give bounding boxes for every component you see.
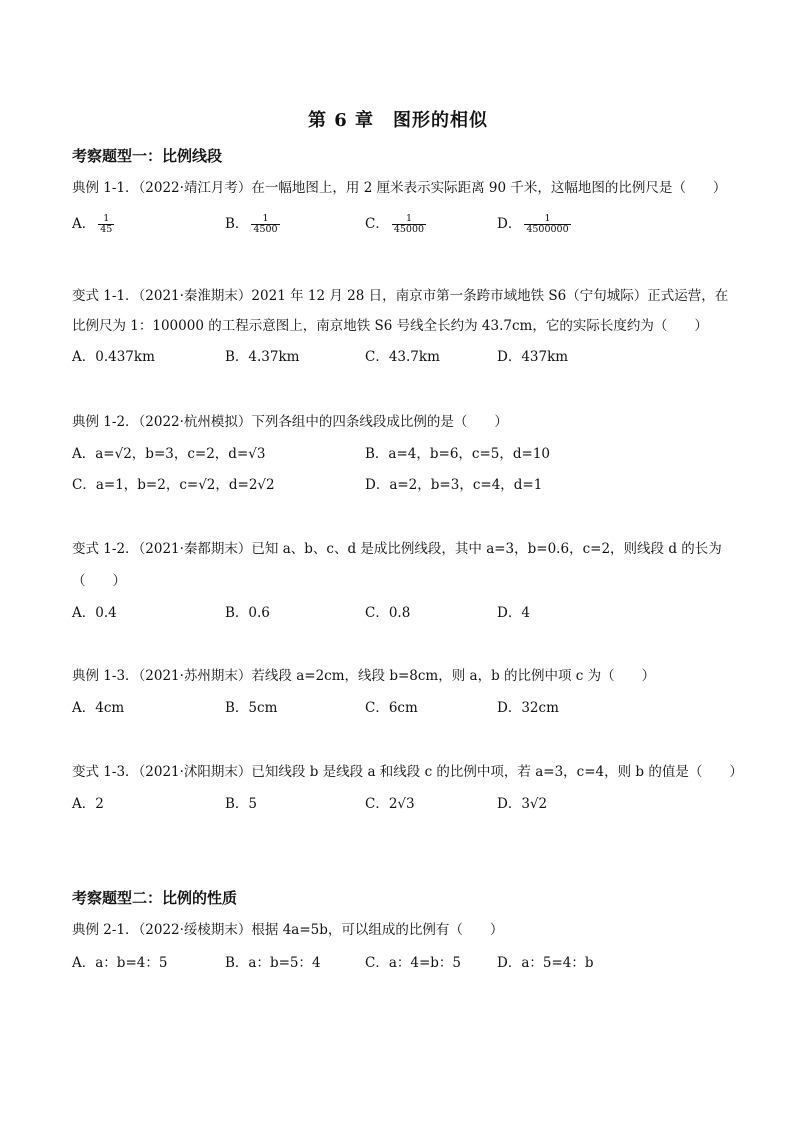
variant-1-1-line-1: 变式 1-1．（2021·秦淮期末）2021 年 12 月 28 日，南京市第一条跨市域地铁 S6（宁句城际）正式运营，在 xyxy=(72,288,729,304)
question-1-2-option-b: B．a=4，b=6，c=5，d=10 xyxy=(365,446,551,462)
question-2-1-option-b: B．a：b=5：4 xyxy=(225,955,321,971)
variant-1-3-option-d: D．3√2 xyxy=(497,796,548,812)
question-2-1: 典例 2-1．（2022·绥棱期末）根据 4a=5b，可以组成的比例有（ ） xyxy=(72,922,504,938)
question-1-2-option-d: D．a=2，b=3，c=4，d=1 xyxy=(365,477,543,493)
variant-1-2-option-a: A．0.4 xyxy=(72,605,117,621)
fraction xyxy=(98,214,114,235)
question-2-1-option-c: C．a：4=b：5 xyxy=(365,955,462,971)
option-label: D． xyxy=(497,216,522,232)
question-2-1-option-a: A．a：b=4：5 xyxy=(72,955,168,971)
question-2-1-option-d: D．a：5=4：b xyxy=(497,955,594,971)
question-1-3-option-b: B．5cm xyxy=(225,700,278,716)
question-1-3-option-c: C．6cm xyxy=(365,700,418,716)
fraction xyxy=(392,214,426,235)
variant-1-2-option-b: B．0.6 xyxy=(225,605,270,621)
fraction xyxy=(524,214,570,235)
option-label: C． xyxy=(365,216,389,232)
question-1-3-option-a: A．4cm xyxy=(72,700,125,716)
option-label: B． xyxy=(225,216,249,232)
question-1-1-option-c xyxy=(365,212,426,235)
variant-1-3-option-c: C．2√3 xyxy=(365,796,415,812)
numerator: 1 xyxy=(405,213,412,225)
section-heading-1: 考察题型一：比例线段 xyxy=(72,147,223,165)
variant-1-2-line-1: 变式 1-2．（2021·秦都期末）已知 a、b、c、d 是成比例线段，其中 a=3，b=0.6，c=2，则线段 d 的长为 xyxy=(72,541,722,557)
variant-1-1-option-a: A．0.437km xyxy=(72,349,155,365)
question-1-1: 典例 1-1．（2022·靖江月考）在一幅地图上，用 2 厘米表示实际距离 90 千米，这幅地图的比例尺是（ ） xyxy=(72,180,727,196)
denominator: 4500 xyxy=(253,224,278,235)
section-heading-2: 考察题型二：比例的性质 xyxy=(72,889,238,907)
question-1-3-option-d: D．32cm xyxy=(497,700,559,716)
variant-1-1-option-c: C．43.7km xyxy=(365,349,440,365)
variant-1-3: 变式 1-3．（2021·沭阳期末）已知线段 b 是线段 a 和线段 c 的比例中项，若 a=3，c=4，则 b 的值是（ ） xyxy=(72,764,743,780)
variant-1-3-option-b: B．5 xyxy=(225,796,258,812)
denominator: 45 xyxy=(100,224,113,235)
question-1-3: 典例 1-3．（2021·苏州期末）若线段 a=2cm，线段 b=8cm，则 a，b 的比例中项 c 为（ ） xyxy=(72,668,656,684)
numerator: 1 xyxy=(262,213,269,225)
variant-1-1-line-2: 比例尺为 1：100000 的工程示意图上，南京地铁 S6 号线全长约为 43.7cm，它的实际长度约为（ ） xyxy=(72,318,708,334)
variant-1-3-option-a: A．2 xyxy=(72,796,104,812)
variant-1-2-option-d: D．4 xyxy=(497,605,530,621)
option-label: A． xyxy=(72,216,96,232)
question-1-1-option-d xyxy=(497,212,571,235)
page-title: 第 6 章 图形的相似 xyxy=(308,110,489,131)
variant-1-2-line-2: （ ） xyxy=(72,573,126,589)
question-1-1-option-b xyxy=(225,212,280,235)
question-1-2-option-a: A．a=√2，b=3，c=2，d=√3 xyxy=(72,446,266,462)
numerator: 1 xyxy=(103,213,110,225)
fraction xyxy=(251,214,279,235)
variant-1-2-option-c: C．0.8 xyxy=(365,605,411,621)
denominator: 45000 xyxy=(393,224,425,235)
numerator: 1 xyxy=(544,213,551,225)
question-1-2-option-c: C．a=1，b=2，c=√2，d=2√2 xyxy=(72,477,275,493)
question-1-2: 典例 1-2．（2022·杭州模拟）下列各组中的四条线段成比例的是（ ） xyxy=(72,414,508,430)
question-1-1-option-a xyxy=(72,212,114,235)
variant-1-1-option-b: B．4.37km xyxy=(225,349,300,365)
variant-1-1-option-d: D．437km xyxy=(497,349,569,365)
denominator: 4500000 xyxy=(526,224,569,235)
